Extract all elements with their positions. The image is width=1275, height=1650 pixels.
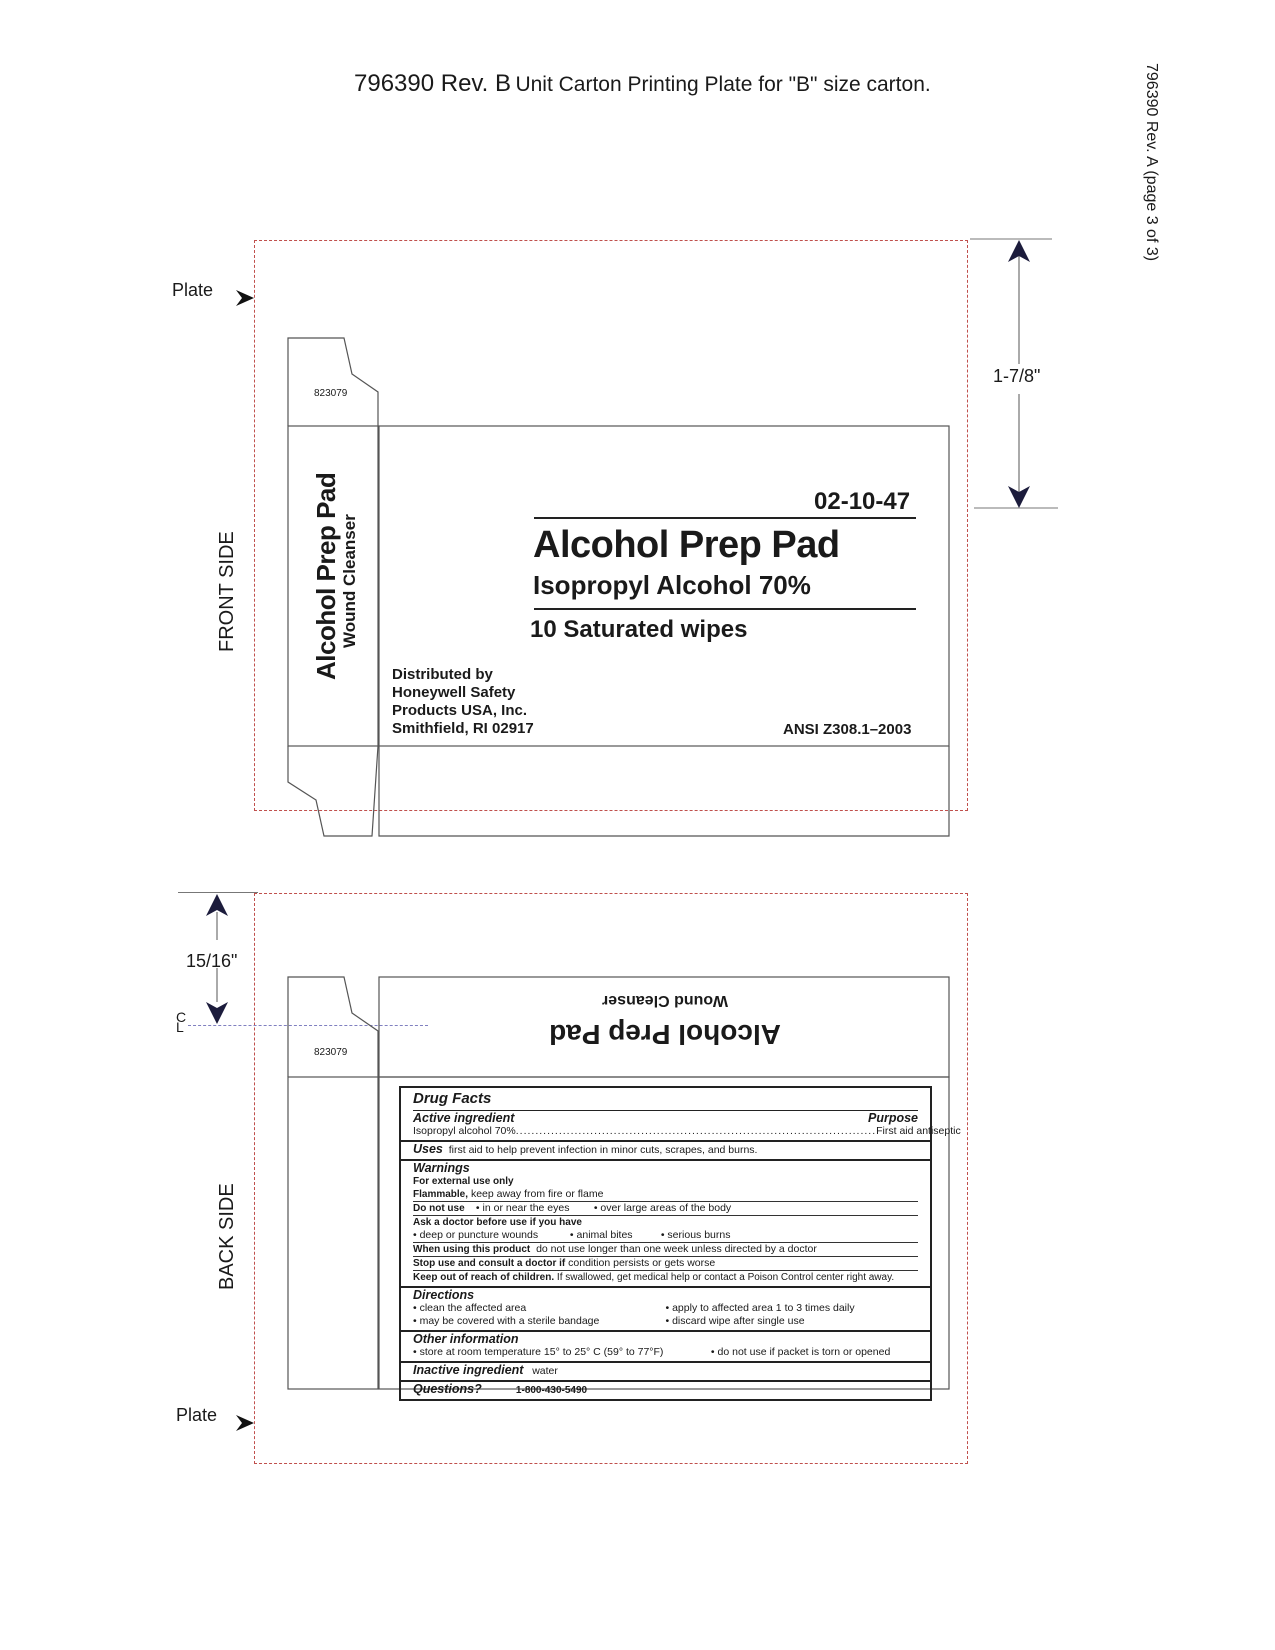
df-stop-label: Stop use and consult a doctor if (413, 1258, 566, 1269)
centerline-label (176, 1009, 190, 1035)
front-title: Alcohol Prep Pad (533, 524, 840, 566)
df-ask-2: • animal bites (569, 1229, 633, 1241)
back-top-subtitle: Wound Cleanser (602, 992, 728, 1009)
back-side-label (216, 1183, 239, 1290)
df-heading: Drug Facts (413, 1090, 492, 1107)
df-inactive-text: water (532, 1365, 558, 1377)
df-other-row (413, 1346, 918, 1359)
df-purpose-text: First aid antiseptic (876, 1125, 961, 1137)
df-dir-4: • discard wipe after single use (665, 1315, 805, 1327)
df-other-section (401, 1332, 930, 1363)
plate-label-text: Plate (176, 1405, 218, 1425)
df-keep-label: Keep out of reach of children. (413, 1272, 555, 1283)
dimension-bottom-text: 15/16" (186, 951, 238, 971)
front-flap-code (314, 388, 347, 399)
front-subtitle: Isopropyl Alcohol 70% (533, 570, 811, 600)
df-purpose-label: Purpose (867, 1111, 918, 1125)
back-side-text: BACK SIDE (216, 1183, 238, 1290)
plate-label-text: Plate (172, 280, 214, 300)
header-title: Unit Carton Printing Plate for "B" size carton. (515, 73, 931, 96)
distributor-block (392, 666, 534, 738)
df-when (413, 1243, 918, 1257)
flap-code-text: 823079 (314, 1047, 348, 1058)
df-other-label: Other information (413, 1332, 519, 1346)
df-directions-row-1 (413, 1302, 918, 1315)
df-questions-section (401, 1382, 930, 1399)
product-code: 02-10-47 (814, 488, 911, 515)
page-header (354, 70, 931, 98)
front-side-label (216, 531, 239, 652)
dimension-top-label (993, 366, 1040, 387)
df-donot-label: Do not use (413, 1203, 465, 1214)
df-directions-section (401, 1288, 930, 1332)
distributor-line: Smithfield, RI 02917 (392, 720, 534, 737)
df-flammable-bold: Flammable, (413, 1189, 469, 1200)
df-ask-3: • serious burns (660, 1229, 731, 1241)
df-questions-phone: 1-800-430-5490 (515, 1385, 588, 1396)
df-dir-2: • apply to affected area 1 to 3 times daily (665, 1302, 855, 1314)
df-dir-1: • clean the affected area (413, 1302, 527, 1314)
wipe-count: 10 Saturated wipes (530, 616, 748, 643)
df-inactive-label: Inactive ingredient (413, 1363, 524, 1377)
front-side-panel-text (312, 473, 360, 680)
side-note-text: 796390 Rev. A (page 3 of 3) (1143, 63, 1160, 262)
df-warnings-section (401, 1161, 930, 1288)
df-directions-row-2 (413, 1315, 918, 1328)
df-active-text: Isopropyl alcohol 70% (413, 1125, 516, 1137)
df-keep-text: If swallowed, get medical help or contact a Poison Control center right away. (556, 1272, 895, 1283)
df-active-row (413, 1125, 961, 1138)
plate-arrow-top-icon (234, 288, 256, 308)
dimension-bottom-label (186, 951, 237, 972)
df-when-label: When using this product (413, 1244, 531, 1255)
dimension-top-text: 1-7/8" (993, 366, 1041, 386)
distributor-line: Distributed by (392, 666, 493, 683)
df-donot (413, 1202, 918, 1216)
df-donot-2: • over large areas of the body (593, 1202, 732, 1214)
back-top-title: Alcohol Prep Pad (549, 1019, 781, 1050)
df-uses-section (401, 1142, 930, 1161)
df-uses-text: first aid to help prevent infection in minor cuts, scrapes, and burns. (448, 1144, 758, 1156)
side-panel-title: Alcohol Prep Pad (311, 472, 341, 680)
df-dir-3: • may be covered with a sterile bandage (413, 1315, 600, 1327)
front-side-text: FRONT SIDE (216, 531, 238, 652)
plate-label-bottom (176, 1405, 217, 1426)
df-when-text: do not use longer than one week unless directed by a doctor (536, 1243, 817, 1255)
df-dots: ............................................................................................ (515, 1125, 877, 1137)
centerline-text: C L (176, 1009, 187, 1035)
df-warnings-label: Warnings (413, 1161, 470, 1175)
plate-arrow-bottom-icon (234, 1413, 256, 1433)
back-top-panel-text (380, 990, 950, 1050)
df-other-1: • store at room temperature 15° to 25° C (59° to 77°F) (413, 1346, 664, 1358)
df-flammable-text: keep away from fire or flame (470, 1188, 604, 1200)
revision-code: 796390 Rev. B (354, 70, 511, 97)
back-flap-code (314, 1047, 347, 1058)
df-inactive-section (401, 1363, 930, 1382)
title-rule-top (534, 517, 916, 519)
df-ask (413, 1229, 918, 1243)
side-panel-subtitle: Wound Cleanser (340, 514, 359, 648)
df-stop-text: condition persists or gets worse (568, 1257, 716, 1269)
plate-label-top (172, 280, 213, 301)
distributor-line: Products USA, Inc. (392, 702, 528, 719)
drug-facts-panel (399, 1086, 961, 1401)
df-other-2: • do not use if packet is torn or opened (710, 1346, 891, 1358)
df-ask-1: • deep or puncture wounds (413, 1229, 539, 1241)
df-questions-label: Questions? (413, 1382, 482, 1396)
df-external: For external use only (413, 1176, 514, 1187)
df-flammable (413, 1188, 918, 1202)
side-note (1142, 63, 1160, 261)
flap-code-text: 823079 (314, 388, 348, 399)
df-donot-1: • in or near the eyes (475, 1202, 570, 1214)
df-active-section (401, 1088, 961, 1142)
title-rule-bottom (534, 608, 916, 610)
df-active-header (413, 1110, 918, 1125)
df-stop (413, 1257, 918, 1271)
df-ask-label: Ask a doctor before use if you have (413, 1217, 582, 1228)
ansi-standard: ANSI Z308.1–2003 (783, 721, 912, 738)
df-directions-label: Directions (413, 1288, 475, 1302)
df-active-label: Active ingredient (413, 1111, 515, 1125)
distributor-line: Honeywell Safety (392, 684, 516, 701)
df-keep (413, 1271, 918, 1284)
df-uses-label: Uses (413, 1142, 443, 1156)
